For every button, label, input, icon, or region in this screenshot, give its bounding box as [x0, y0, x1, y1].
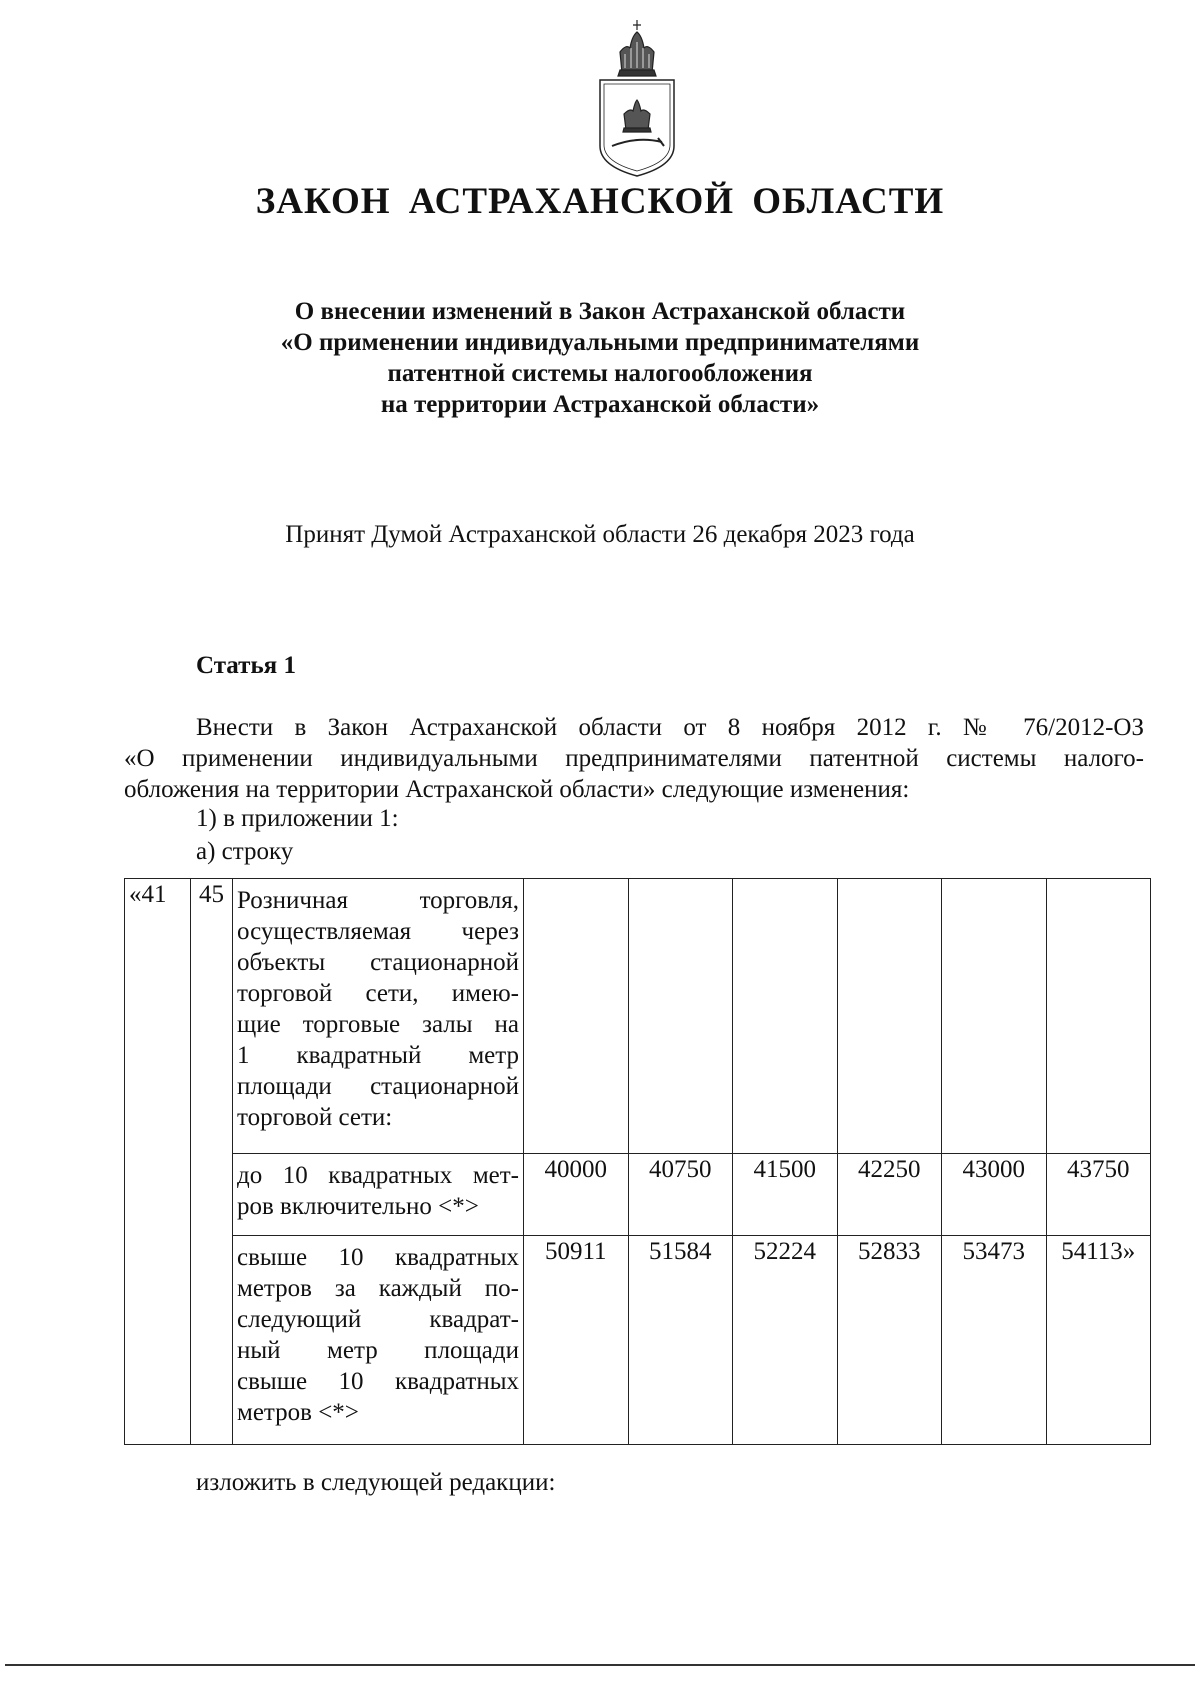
description-line: метров <*>: [237, 1399, 359, 1426]
article-heading: Статья 1: [196, 652, 296, 679]
description-line: до 10 квадратных мет-: [237, 1162, 519, 1189]
value-cell: 52224: [733, 1236, 838, 1445]
description-line: свыше 10 квадратных: [237, 1368, 519, 1395]
value-cell: 43750: [1046, 1154, 1151, 1236]
area-category-cell: [233, 1236, 524, 1445]
empty-cell: [628, 879, 733, 1154]
table-row: [125, 1236, 1151, 1445]
empty-cell: [733, 879, 838, 1154]
description-line: щие торговые залы на: [237, 1011, 519, 1038]
article-paragraph: [124, 712, 1144, 805]
paragraph-line: Внести в Закон Астраханской области от 8 ноября 2012 г. № 76/2012-ОЗ: [196, 714, 1144, 741]
activity-code-cell: 45: [191, 879, 233, 1445]
item-appendix-1: 1) в приложении 1:: [196, 805, 399, 832]
value-cell: 40000: [524, 1154, 629, 1236]
description-line: торговой сети, имею-: [237, 980, 519, 1007]
law-title: ЗАКОН АСТРАХАНСКОЙ ОБЛАСТИ: [255, 181, 945, 222]
value-cell: 54113»: [1046, 1236, 1151, 1445]
description-line: свыше 10 квадратных: [237, 1244, 519, 1271]
value-cell: 52833: [837, 1236, 942, 1445]
row-number-cell: «41: [125, 879, 191, 1445]
value-cell: 53473: [942, 1236, 1047, 1445]
activity-description-cell: [233, 879, 524, 1154]
value-cell: 43000: [942, 1154, 1047, 1236]
subtitle-line: «О применении индивидуальными предпринимателями: [280, 329, 920, 356]
subtitle-line: О внесении изменений в Закон Астраханской области: [294, 298, 906, 325]
tariff-table: [124, 878, 1151, 1445]
subtitle-line: на территории Астраханской области»: [380, 391, 820, 418]
paragraph-line: обложения на территории Астраханской области» следующие изменения:: [124, 776, 910, 803]
area-category-cell: [233, 1154, 524, 1236]
description-line: метров за каждый по-: [237, 1275, 519, 1302]
table-row: [125, 1154, 1151, 1236]
empty-cell: [1046, 879, 1151, 1154]
item-row: а) строку: [196, 838, 294, 865]
empty-cell: [524, 879, 629, 1154]
description-line: ров включительно <*>: [237, 1193, 479, 1220]
value-cell: 40750: [628, 1154, 733, 1236]
coat-of-arms-emblem: [592, 18, 682, 178]
subtitle-line: патентной системы налогообложения: [387, 360, 813, 387]
description-line: 1 квадратный метр: [237, 1042, 519, 1069]
closing-phrase: изложить в следующей редакции:: [196, 1469, 556, 1496]
description-line: следующий квадрат-: [237, 1306, 519, 1333]
paragraph-line: «О применении индивидуальными предпринимателями патентной системы налого-: [124, 745, 1144, 772]
description-line: ный метр площади: [237, 1337, 519, 1364]
description-line: Розничная торговля,: [237, 887, 519, 914]
empty-cell: [942, 879, 1047, 1154]
value-cell: 42250: [837, 1154, 942, 1236]
law-subtitle: [0, 296, 1200, 420]
value-cell: 50911: [524, 1236, 629, 1445]
description-line: торговой сети:: [237, 1104, 393, 1131]
description-line: площади стационарной: [237, 1073, 519, 1100]
page-bottom-rule: [5, 1664, 1195, 1666]
description-line: осуществляемая через: [237, 918, 519, 945]
table-row: [125, 879, 1151, 1154]
empty-cell: [837, 879, 942, 1154]
value-cell: 51584: [628, 1236, 733, 1445]
value-cell: 41500: [733, 1154, 838, 1236]
description-line: объекты стационарной: [237, 949, 519, 976]
adoption-statement: Принят Думой Астраханской области 26 декабря 2023 года: [285, 521, 915, 548]
